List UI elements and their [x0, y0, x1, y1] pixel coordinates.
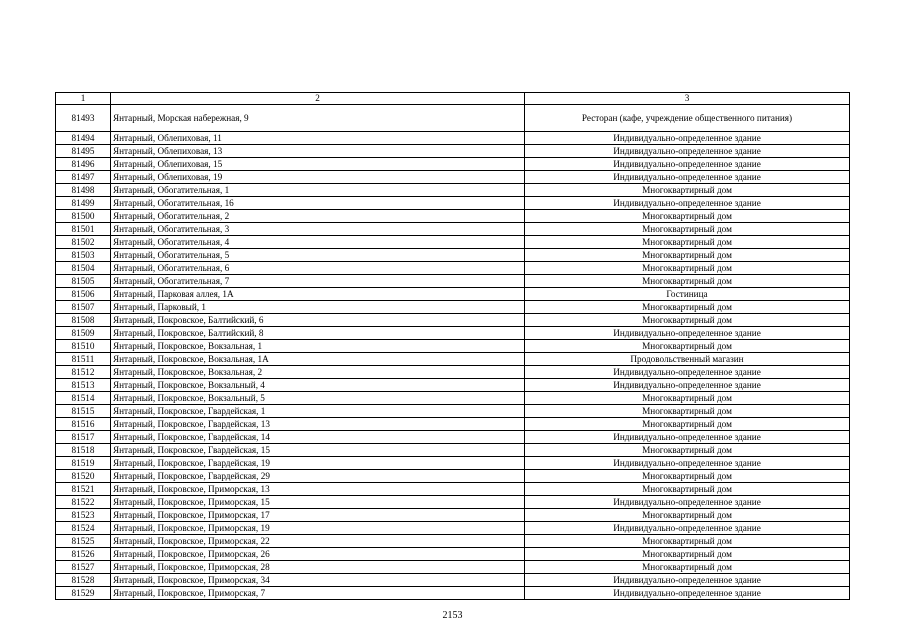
address-cell: Янтарный, Обогатительная, 1	[111, 184, 525, 197]
building-type-cell: Ресторан (кафе, учреждение общественного питания)	[525, 105, 850, 132]
address-cell: Янтарный, Покровское, Приморская, 26	[111, 548, 525, 561]
table-row	[56, 223, 850, 236]
address-cell: Янтарный, Облепиховая, 11	[111, 132, 525, 145]
address-cell: Янтарный, Покровское, Вокзальная, 1	[111, 340, 525, 353]
table-row	[56, 249, 850, 262]
address-cell: Янтарный, Покровское, Гвардейская, 19	[111, 457, 525, 470]
row-number-cell: 81516	[56, 418, 111, 431]
table-row	[56, 587, 850, 600]
building-type-cell: Многоквартирный дом	[525, 223, 850, 236]
row-number-cell: 81502	[56, 236, 111, 249]
building-type-cell: Индивидуально-определенное здание	[525, 574, 850, 587]
table-row	[56, 353, 850, 366]
address-cell: Янтарный, Покровское, Гвардейская, 1	[111, 405, 525, 418]
row-number-cell: 81515	[56, 405, 111, 418]
building-type-cell: Гостиница	[525, 288, 850, 301]
table-row	[56, 340, 850, 353]
table-row	[56, 548, 850, 561]
row-number-cell: 81520	[56, 470, 111, 483]
page-number: 2153	[442, 610, 463, 621]
building-type-cell: Индивидуально-определенное здание	[525, 522, 850, 535]
row-number-cell: 81505	[56, 275, 111, 288]
table-row	[56, 105, 850, 132]
row-number-cell: 81501	[56, 223, 111, 236]
row-number-cell: 81511	[56, 353, 111, 366]
address-cell: Янтарный, Покровское, Гвардейская, 29	[111, 470, 525, 483]
row-number-cell: 81525	[56, 535, 111, 548]
address-cell: Янтарный, Покровское, Вокзальный, 4	[111, 379, 525, 392]
address-cell: Янтарный, Покровское, Вокзальная, 2	[111, 366, 525, 379]
address-cell: Янтарный, Покровское, Приморская, 22	[111, 535, 525, 548]
row-number-cell: 81517	[56, 431, 111, 444]
table-row	[56, 561, 850, 574]
building-type-cell: Многоквартирный дом	[525, 561, 850, 574]
table-row	[56, 418, 850, 431]
table-row	[56, 262, 850, 275]
building-type-cell: Индивидуально-определенное здание	[525, 431, 850, 444]
row-number-cell: 81506	[56, 288, 111, 301]
building-type-cell: Многоквартирный дом	[525, 405, 850, 418]
address-cell: Янтарный, Покровское, Гвардейская, 15	[111, 444, 525, 457]
address-cell: Янтарный, Морская набережная, 9	[111, 105, 525, 132]
row-number-cell: 81499	[56, 197, 111, 210]
building-type-cell: Многоквартирный дом	[525, 249, 850, 262]
building-type-cell: Многоквартирный дом	[525, 470, 850, 483]
table-row	[56, 483, 850, 496]
address-cell: Янтарный, Облепиховая, 15	[111, 158, 525, 171]
table-body	[56, 93, 850, 600]
address-cell: Янтарный, Покровское, Приморская, 17	[111, 509, 525, 522]
address-cell: Янтарный, Покровское, Приморская, 13	[111, 483, 525, 496]
table-row	[56, 158, 850, 171]
building-type-cell: Многоквартирный дом	[525, 262, 850, 275]
address-cell: Янтарный, Покровское, Приморская, 19	[111, 522, 525, 535]
address-cell: Янтарный, Облепиховая, 19	[111, 171, 525, 184]
building-type-cell: Индивидуально-определенное здание	[525, 158, 850, 171]
address-cell: Янтарный, Парковая аллея, 1А	[111, 288, 525, 301]
building-type-cell: Многоквартирный дом	[525, 314, 850, 327]
building-type-cell: Индивидуально-определенное здание	[525, 197, 850, 210]
building-type-cell: Продовольственный магазин	[525, 353, 850, 366]
table-row	[56, 132, 850, 145]
row-number-cell: 81518	[56, 444, 111, 457]
row-number-cell: 81507	[56, 301, 111, 314]
building-type-cell: Индивидуально-определенное здание	[525, 587, 850, 600]
address-cell: Янтарный, Обогатительная, 7	[111, 275, 525, 288]
address-cell: Янтарный, Обогатительная, 16	[111, 197, 525, 210]
building-type-cell: Многоквартирный дом	[525, 483, 850, 496]
table-row	[56, 145, 850, 158]
address-cell: Янтарный, Покровское, Приморская, 7	[111, 587, 525, 600]
table-row	[56, 509, 850, 522]
table-row	[56, 366, 850, 379]
row-number-cell: 81514	[56, 392, 111, 405]
address-cell: Янтарный, Покровское, Приморская, 15	[111, 496, 525, 509]
row-number-cell: 81522	[56, 496, 111, 509]
row-number-cell: 81526	[56, 548, 111, 561]
row-number-cell: 81528	[56, 574, 111, 587]
table-row	[56, 470, 850, 483]
row-number-cell: 81509	[56, 327, 111, 340]
table-row	[56, 457, 850, 470]
building-type-cell: Многоквартирный дом	[525, 418, 850, 431]
address-cell: Янтарный, Покровское, Гвардейская, 13	[111, 418, 525, 431]
building-type-cell: Индивидуально-определенное здание	[525, 379, 850, 392]
row-number-cell: 81495	[56, 145, 111, 158]
building-type-cell: Индивидуально-определенное здание	[525, 132, 850, 145]
row-number-cell: 81508	[56, 314, 111, 327]
building-type-cell: Индивидуально-определенное здание	[525, 366, 850, 379]
row-number-cell: 81497	[56, 171, 111, 184]
row-number-cell: 81493	[56, 105, 111, 132]
building-type-cell: Многоквартирный дом	[525, 535, 850, 548]
table-row	[56, 496, 850, 509]
header-row	[56, 93, 850, 105]
row-number-cell: 81500	[56, 210, 111, 223]
row-number-cell: 81503	[56, 249, 111, 262]
row-number-cell: 81504	[56, 262, 111, 275]
column-header-3: 3	[525, 93, 850, 105]
building-type-cell: Индивидуально-определенное здание	[525, 171, 850, 184]
column-header-1: 1	[56, 93, 111, 105]
address-cell: Янтарный, Покровское, Приморская, 34	[111, 574, 525, 587]
building-type-cell: Индивидуально-определенное здание	[525, 496, 850, 509]
address-cell: Янтарный, Облепиховая, 13	[111, 145, 525, 158]
address-cell: Янтарный, Покровское, Вокзальный, 5	[111, 392, 525, 405]
building-type-cell: Индивидуально-определенное здание	[525, 145, 850, 158]
building-type-cell: Многоквартирный дом	[525, 392, 850, 405]
column-header-2: 2	[111, 93, 525, 105]
row-number-cell: 81510	[56, 340, 111, 353]
table-row	[56, 275, 850, 288]
table-row	[56, 392, 850, 405]
row-number-cell: 81521	[56, 483, 111, 496]
table-row	[56, 314, 850, 327]
row-number-cell: 81498	[56, 184, 111, 197]
table-row	[56, 236, 850, 249]
table-row	[56, 379, 850, 392]
building-type-cell: Многоквартирный дом	[525, 301, 850, 314]
table-row	[56, 431, 850, 444]
address-cell: Янтарный, Покровское, Приморская, 28	[111, 561, 525, 574]
address-cell: Янтарный, Обогатительная, 5	[111, 249, 525, 262]
address-cell: Янтарный, Обогатительная, 6	[111, 262, 525, 275]
table-row	[56, 535, 850, 548]
building-type-cell: Многоквартирный дом	[525, 184, 850, 197]
row-number-cell: 81512	[56, 366, 111, 379]
table-row	[56, 288, 850, 301]
table-row	[56, 574, 850, 587]
building-type-cell: Индивидуально-определенное здание	[525, 457, 850, 470]
address-cell: Янтарный, Обогатительная, 2	[111, 210, 525, 223]
row-number-cell: 81529	[56, 587, 111, 600]
building-type-cell: Многоквартирный дом	[525, 444, 850, 457]
building-type-cell: Многоквартирный дом	[525, 210, 850, 223]
registry-table	[55, 92, 850, 600]
table-row	[56, 405, 850, 418]
address-cell: Янтарный, Обогатительная, 4	[111, 236, 525, 249]
table-row	[56, 522, 850, 535]
table-row	[56, 327, 850, 340]
table-row	[56, 197, 850, 210]
table-row	[56, 210, 850, 223]
row-number-cell: 81519	[56, 457, 111, 470]
building-type-cell: Многоквартирный дом	[525, 548, 850, 561]
row-number-cell: 81494	[56, 132, 111, 145]
row-number-cell: 81523	[56, 509, 111, 522]
table-row	[56, 171, 850, 184]
row-number-cell: 81527	[56, 561, 111, 574]
row-number-cell: 81524	[56, 522, 111, 535]
building-type-cell: Многоквартирный дом	[525, 275, 850, 288]
row-number-cell: 81496	[56, 158, 111, 171]
table-row	[56, 444, 850, 457]
address-cell: Янтарный, Покровское, Балтийский, 6	[111, 314, 525, 327]
address-cell: Янтарный, Покровское, Гвардейская, 14	[111, 431, 525, 444]
building-type-cell: Многоквартирный дом	[525, 509, 850, 522]
building-type-cell: Индивидуально-определенное здание	[525, 327, 850, 340]
table-row	[56, 184, 850, 197]
address-cell: Янтарный, Покровское, Балтийский, 8	[111, 327, 525, 340]
address-cell: Янтарный, Обогатительная, 3	[111, 223, 525, 236]
building-type-cell: Многоквартирный дом	[525, 340, 850, 353]
table-row	[56, 301, 850, 314]
address-cell: Янтарный, Парковый, 1	[111, 301, 525, 314]
address-cell: Янтарный, Покровское, Вокзальная, 1А	[111, 353, 525, 366]
row-number-cell: 81513	[56, 379, 111, 392]
building-type-cell: Многоквартирный дом	[525, 236, 850, 249]
